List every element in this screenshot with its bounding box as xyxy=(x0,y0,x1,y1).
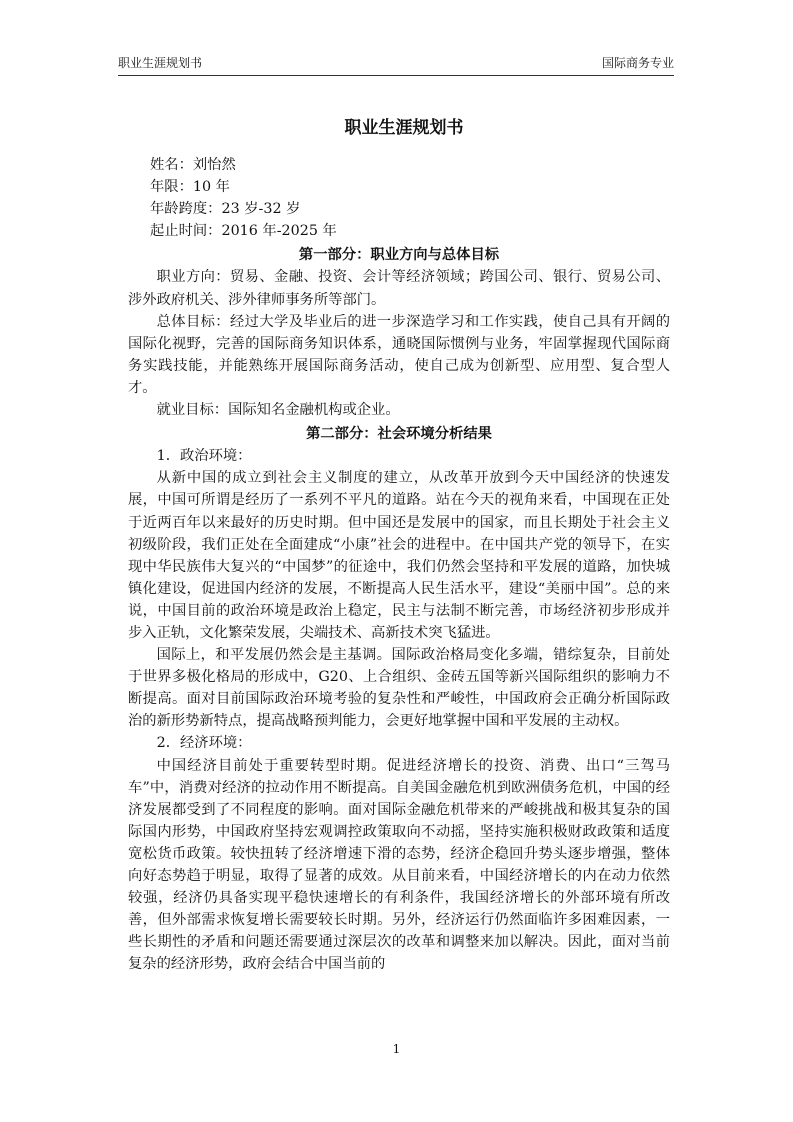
meta-age-range: 年龄跨度：23 岁-32 岁 xyxy=(150,201,301,218)
document-title: 职业生涯规划书 xyxy=(344,118,464,138)
section-2-heading: 第二部分：社会环境分析结果 xyxy=(306,426,492,443)
career-direction-paragraph: 职业方向：贸易、金融、投资、会计等经济领域；跨国公司、银行、贸易公司、涉外政府机关、涉外律师事务所等部门。 xyxy=(128,269,670,308)
overall-goal-paragraph: 总体目标：经过大学及毕业后的进一步深造学习和工作实践，使自己具有开阔的国际化视野，完善的国际商务知识体系，通晓国际惯例与业务，牢固掌握现代国际商务实践技能，并能熟练开展国际商务活动，使自己成为创新型、应用型、复合型人才。 xyxy=(128,313,670,396)
economic-environment-heading: 2．经济环境： xyxy=(156,735,252,752)
document-body xyxy=(128,116,670,975)
economy-paragraph: 中国经济目前处于重要转型时期。促进经济增长的投资、消费、出口“三驾马车”中，消费对经济的拉动作用不断提高。自美国金融危机到欧洲债务危机，中国的经济发展都受到了不同程度的影响。面对国际金融危机带来的严峻挑战和极其复杂的国际国内形势，中国政府坚持宏观调控政策取向不动摇，坚持实施积极财政政策和适度宽松货币政策。较快扭转了经济增速下滑的态势，经济企稳回升势头逐步增强，整体向好态势趋于明显，取得了显著的成效。从目前来看，中国经济增长的内在动力依然较强，经济仍具备实现平稳快速增长的有利条件，我国经济增长的外部环境有所改善，但外部需求恢复增长需要较长时期。另外，经济运行仍然面临许多困难因素，一些长期性的矛盾和问题还需要通过深层次的改革和调整来加以解决。因此，面对当前复杂的经济形势，政府会结合中国当前的 xyxy=(128,757,670,973)
meta-years: 年限：10 年 xyxy=(150,179,230,196)
meta-name: 姓名：刘怡然 xyxy=(150,157,236,173)
employment-goal-paragraph: 就业目标：国际知名金融机构或企业。 xyxy=(156,402,400,419)
domestic-politics-paragraph: 从新中国的成立到社会主义制度的建立，从改革开放到今天中国经济的快速发展，中国可所谓是经历了一系列不平凡的道路。站在今天的视角来看，中国现在正处于近两百年以来最好的历史时期。但中国还是发展中的国家，而且长期处于社会主义初级阶段，我们正处在全面建成“小康”社会的进程中。在中国共产党的领导下，在实现中华民族伟大复兴的“中国梦”的征途中，我们仍然会坚持和平发展的道路，加快城镇化建设，促进国内经济的发展，不断提高人民生活水平，建设“美丽中国”。总的来说，中国目前的政治环境是政治上稳定，民主与法制不断完善，市场经济初步形成并步入正轨，文化繁荣发展，尖端技术、高新技术突飞猛进。 xyxy=(128,470,670,641)
page-header xyxy=(118,55,674,76)
header-doc-title: 职业生涯规划书 xyxy=(118,56,203,70)
international-politics-paragraph: 国际上，和平发展仍然会是主基调。国际政治格局变化多端，错综复杂，目前处于世界多极化格局的形成中，G20、上合组织、金砖五国等新兴国际组织的影响力不断提高。面对目前国际政治环境考验的复杂性和严峻性，中国政府会正确分析国际政治的新形势新特点，提高战略预判能力，会更好地掌握中国和平发展的主动权。 xyxy=(128,647,670,730)
meta-block xyxy=(128,154,670,242)
political-environment-heading: 1．政治环境： xyxy=(156,448,252,465)
section-1-heading: 第一部分：职业方向与总体目标 xyxy=(298,247,500,264)
page-number: 1 xyxy=(392,1042,401,1056)
meta-period: 起止时间：2016 年-2025 年 xyxy=(150,223,337,240)
header-major: 国际商务专业 xyxy=(601,56,674,70)
